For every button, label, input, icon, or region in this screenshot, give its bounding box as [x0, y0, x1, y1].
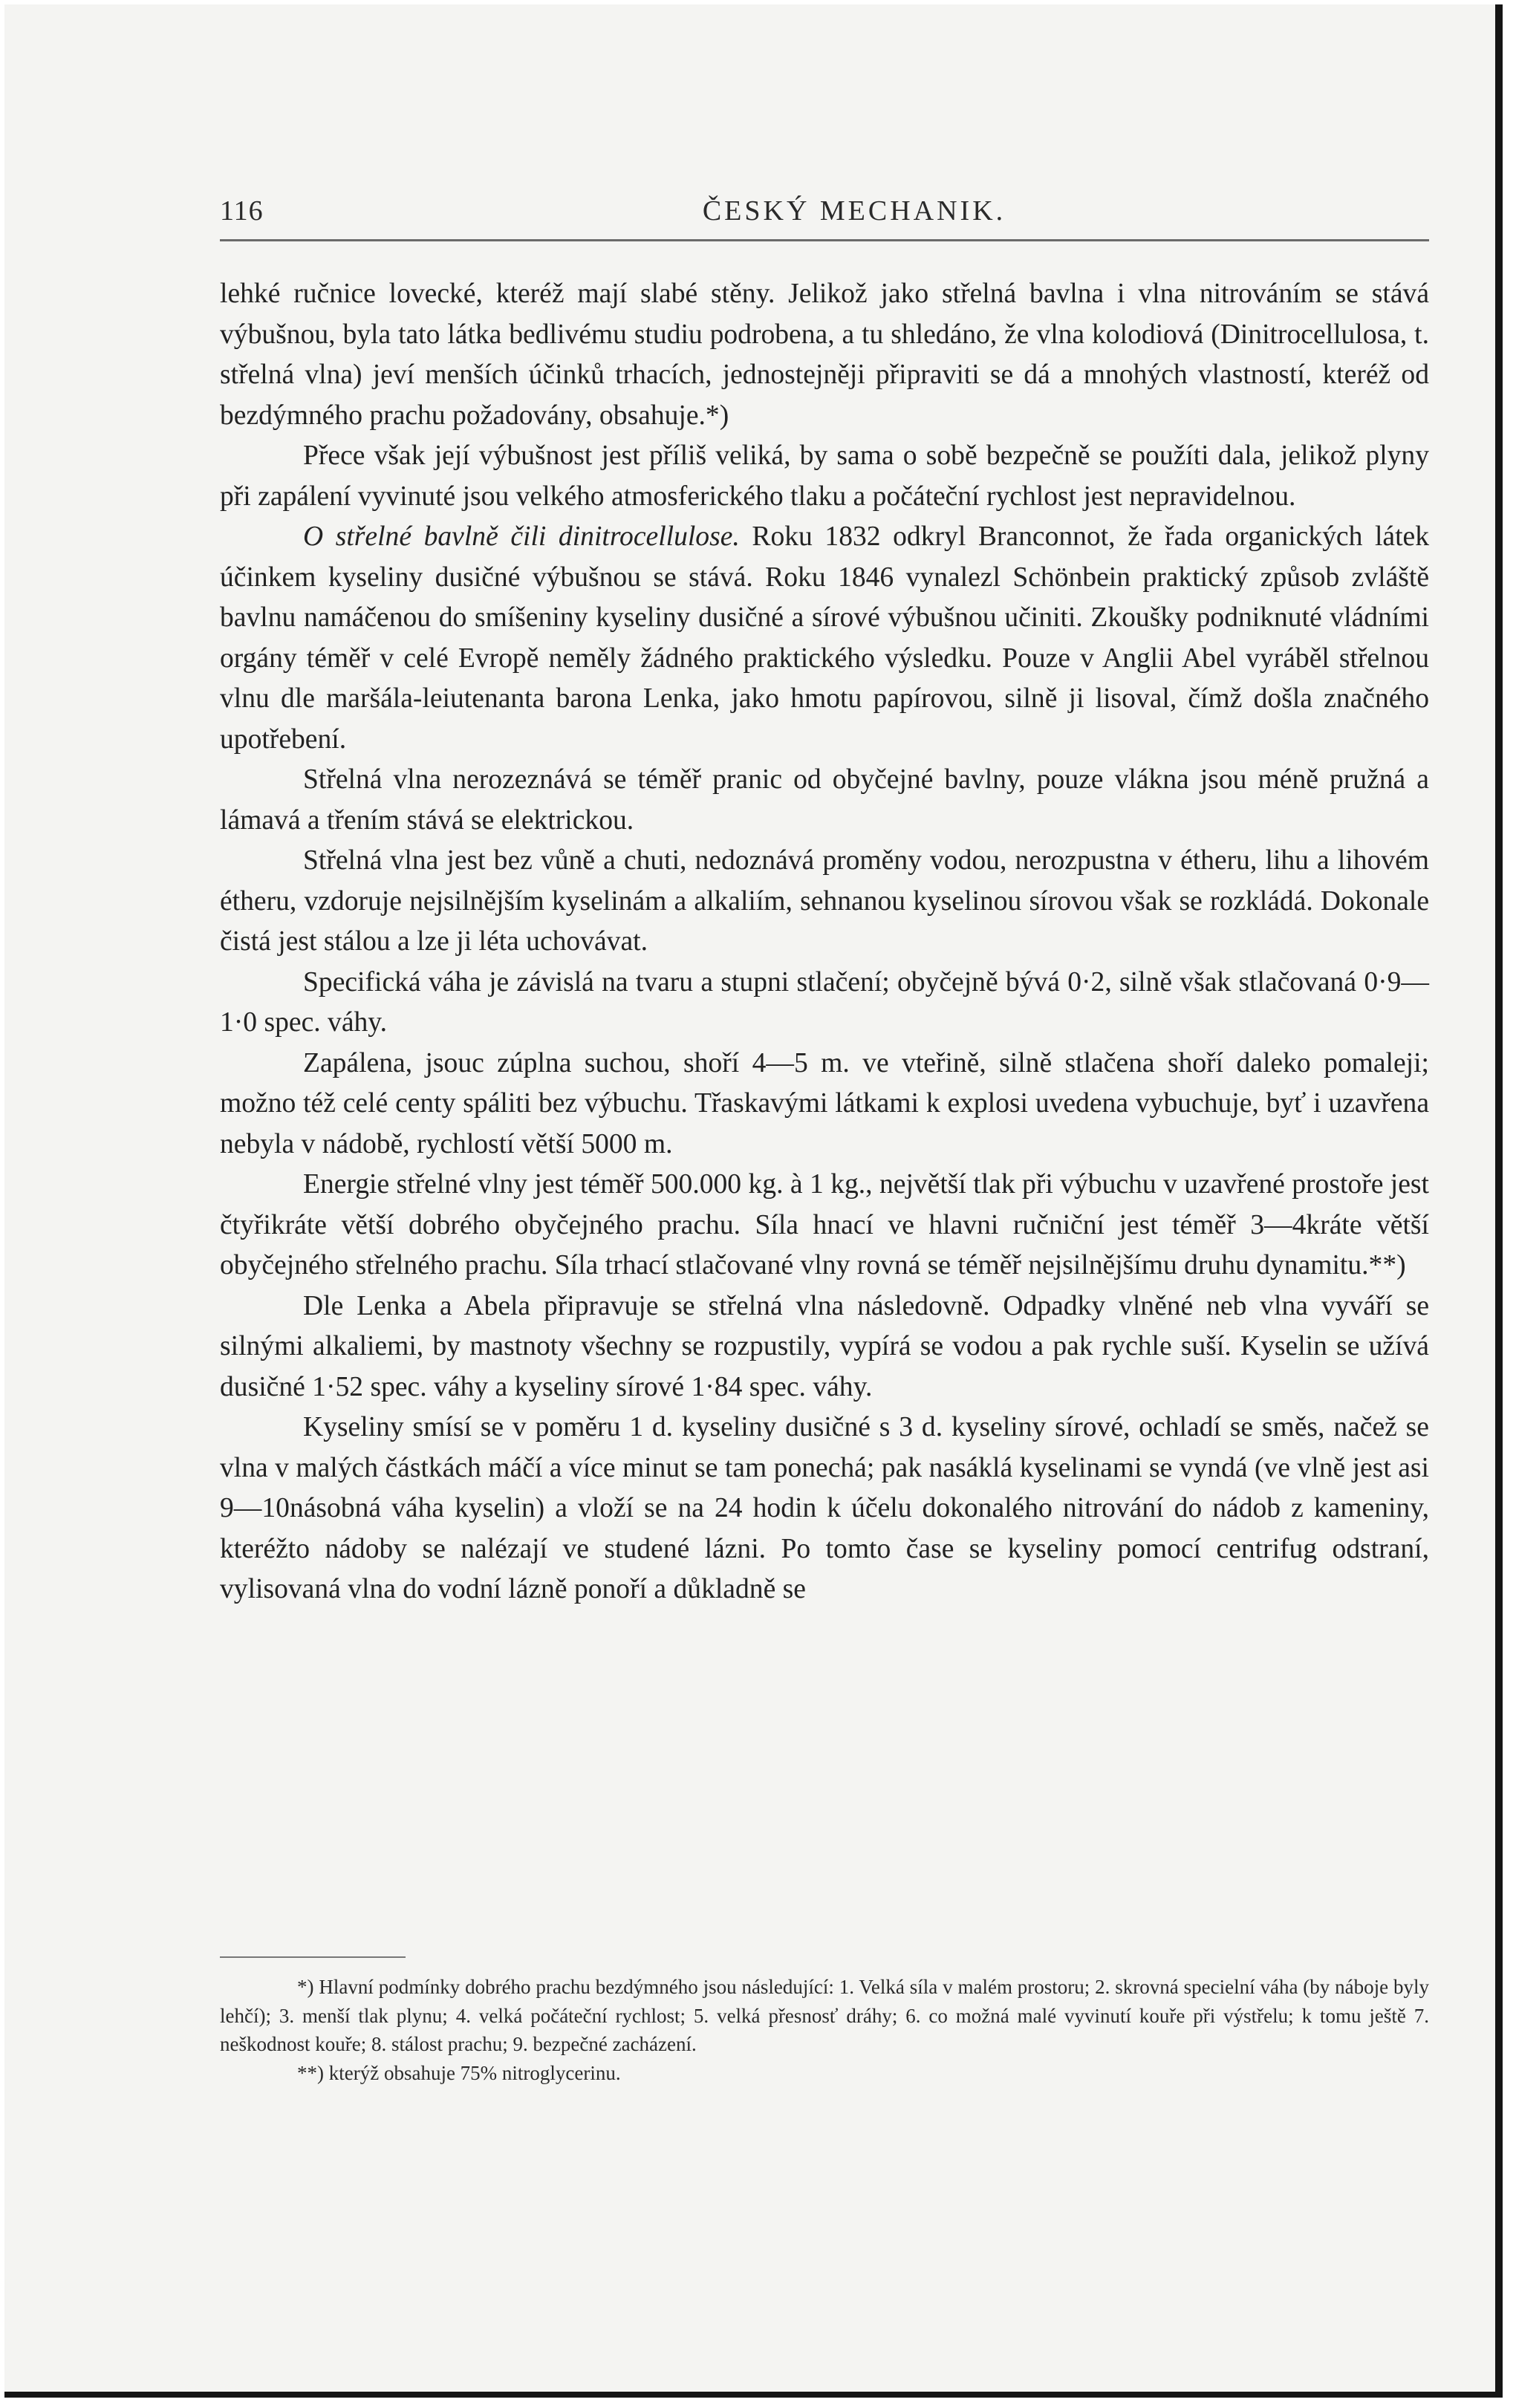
paragraph-4: Střelná vlna nerozeznává se téměř pranic od obyčejné bavlny, pouze vlákna jsou méně pružná a lámavá a třením stává se elektrickou. — [220, 764, 1429, 836]
paragraph-7: Zapálena, jsouc zúplna suchou, shoří 4—5 m. ve vteřině, silně stlačena shoří daleko pomaleji; možno též celé centy spáliti bez výbuchu. Třaskavými látkami k explosi uvedena vybuchuje, byť i uzavřena nebyla v nádobě, rychlostí větší 5000 m. — [220, 1047, 1429, 1159]
page-number: 116 — [220, 195, 264, 227]
paragraph-9: Dle Lenka a Abela připravuje se střelná vlna následovně. Odpadky vlněné neb vlna vyváří se silnými alkaliemi, by mastnoty všechny se rozpustily, vypírá se vodou a pak rychle suší. Kyselin se užívá dusičné 1·52 spec. váhy a kyseliny sírové 1·84 spec. váhy. — [220, 1290, 1429, 1402]
paragraph-3 — [220, 517, 1429, 760]
paragraph-10: Kyseliny smísí se v poměru 1 d. kyseliny dusičné s 3 d. kyseliny sírové, ochladí se směs, načež se vlna v malých částkách máčí a více minut se tam ponechá; pak nasáklá kyselinami se vyndá (ve vlně jest asi 9—10násobná váha kyselin) a vloží se na 24 hodin k účelu dokonalého nitrování do nádob z kameniny, kteréžto nádoby se nalézají ve studené lázni. Po tomto čase se kyseliny pomocí centrifug odstraní, vylisovaná vlna do vodní lázně ponoří a důkladně se — [220, 1412, 1429, 1604]
paragraph-3-text: Roku 1832 odkryl Branconnot, že řada organických látek účinkem kyseliny dusičné výbušnou se stává. Roku 1846 vynalezl Schönbein praktický způsob zvláště bavlnu namáčenou do smíšeniny kyseliny dusičné a sírové výbušnou učiniti. Zkoušky podniknuté vládními orgány téměř v celé Evropě neměly žádného praktického výsledku. Pouze v Anglii Abel vyráběl střelnou vlnu dle maršála-leiutenanta barona Lenka, jako hmotu papírovou, silně ji lisoval, čímž došla značného upotřebení. — [220, 521, 1429, 755]
running-head — [220, 195, 1429, 241]
section-heading: O střelné bavlně čili dinitrocellulose. — [303, 521, 740, 552]
footnote-rule — [220, 1956, 406, 1958]
journal-title: ČESKÝ MECHANIK. — [702, 195, 1006, 227]
footnote-1: *) Hlavní podmínky dobrého prachu bezdýmného jsou následující: 1. Velká síla v malém prostoru; 2. skrovná specielní váha (by náboje byly lehčí); 3. menší tlak plynu; 4. velká počáteční rychlost; 5. velká přesnosť dráhy; 6. co možná malé vyvinutí kouře při výstřelu; k tomu ještě 7. neškodnost kouře; 8. stálost prachu; 9. bezpečné zacházení. — [220, 1976, 1429, 2055]
body-text — [220, 274, 1429, 1610]
footnotes — [220, 1973, 1429, 2087]
paragraph-2: Přece však její výbušnost jest příliš veliká, by sama o sobě bezpečně se použíti dala, jelikož plyny při zapálení vyvinuté jsou velkého atmosferického tlaku a počáteční rychlost jest nepravidelnou. — [220, 440, 1429, 512]
paragraph-8: Energie střelné vlny jest téměř 500.000 kg. à 1 kg., největší tlak při výbuchu v uzavřené prostoře jest čtyřikráte větší dobrého obyčejného prachu. Síla hnací ve hlavni ručniční jest téměř 3—4kráte větší obyčejného střelného prachu. Síla trhací stlačované vlny rovná se téměř nejsilnějšímu druhu dynamitu.**) — [220, 1169, 1429, 1281]
paragraph-1: lehké ručnice lovecké, kteréž mají slabé stěny. Jelikož jako střelná bavlna i vlna nitrováním se stává výbušnou, byla tato látka bedlivému studiu podrobena, a tu shledáno, že vlna kolodiová (Dinitrocellulosa, t. střelná vlna) jeví menších účinků trhacích, jednostejněji připraviti se dá a mnohých vlastností, kteréž od bezdýmného prachu požadovány, obsahuje.*) — [220, 279, 1429, 431]
paragraph-6: Specifická váha je závislá na tvaru a stupni stlačení; obyčejně bývá 0·2, silně však stlačovaná 0·9—1·0 spec. váhy. — [220, 966, 1429, 1038]
footnote-2: **) kterýž obsahuje 75% nitroglycerinu. — [297, 2061, 621, 2084]
paragraph-5: Střelná vlna jest bez vůně a chuti, nedoznává proměny vodou, nerozpustna v étheru, lihu a lihovém étheru, vzdoruje nejsilnějším kyselinám a alkaliím, sehnanou kyselinou sírovou však se rozkládá. Dokonale čistá jest stálou a lze ji léta uchovávat. — [220, 845, 1429, 957]
